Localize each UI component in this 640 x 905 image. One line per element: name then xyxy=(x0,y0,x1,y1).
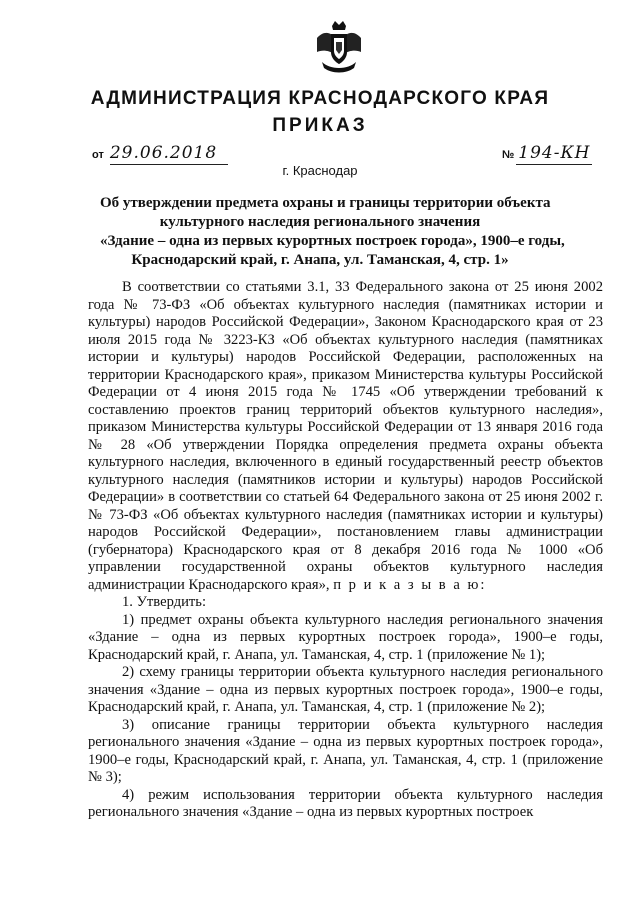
coat-of-arms-emblem xyxy=(314,20,364,76)
item-1-2: 2) схему границы территории объекта культурного наследия регионального значения «Здание – одна из первых курортных построек города», 1900–е годы, Краснодарский край, г. Анапа, ул. Таманская, 4, стр. 1 (приложение № 2); xyxy=(88,664,603,715)
preamble-paragraph xyxy=(88,279,603,594)
title-line: культурного наследия регионального значения xyxy=(159,214,481,230)
number-prefix: № xyxy=(502,149,515,161)
document-date xyxy=(92,143,217,163)
title-line: Об утверждении предмета охраны и границы территории объекта xyxy=(100,195,551,211)
organization-name: АДМИНИСТРАЦИЯ КРАСНОДАРСКОГО КРАЯ xyxy=(90,88,550,109)
preamble-text: В соответствии со статьями 3.1, 33 Федерального закона от 25 июня 2002 года № 73-ФЗ «Об объектах культурного наследия (памятниках истории и культуры) народов Российской Федерации», Законом Краснодарского края от 23 июля 2015 года № 3223-КЗ «Об объектах культурного наследия (памятниках истории и культуры) народов Российской Федерации, расположенных на территории Краснодарского края», приказом Министерства культуры Российской Федерации от 4 июня 2015 года № 1745 «Об утверждении требований к составлению проектов границ территорий объектов культурного наследия», приказом Министерства культуры Российской Федерации от 13 января 2016 года № 28 «Об утверждении Порядка определения предмета охраны объекта культурного наследия, включенного в единый государственный реестр объектов культурного наследия (памятников истории и культуры) народов Российской Федерации» в соответствии со статьей 64 Федерального закона от 25 июня 2002 г. № 73-ФЗ «Об объектах культурного наследия (памятниках истории и культуры) народов Российской Федерации», постановлением главы администрации (губернатора) Краснодарского края от 8 декабря 2016 года № 1000 «Об управлении государственной охраны объектов культурного наследия администрации Краснодарского края», xyxy=(88,279,603,593)
city-name: г. Краснодар xyxy=(282,163,358,178)
title-line: Краснодарский край, г. Анапа, ул. Таманская, 4, стр. 1» xyxy=(131,252,509,268)
item-1: 1. Утвердить: xyxy=(122,594,207,610)
document-body xyxy=(88,279,603,822)
document-title xyxy=(100,194,565,270)
document-type: ПРИКАЗ xyxy=(272,115,368,136)
date-prefix: от xyxy=(92,149,104,161)
handwritten-number: 194-КН xyxy=(518,143,591,163)
handwritten-date: 29.06.2018 xyxy=(109,143,218,163)
title-line: «Здание – одна из первых курортных построек города», 1900–е годы, xyxy=(100,233,565,249)
item-1-1: 1) предмет охраны объекта культурного наследия регионального значения «Здание – одна из первых курортных построек города», 1900–е годы, Краснодарский край, г. Анапа, ул. Таманская, 4, стр. 1 (приложение № 1); xyxy=(88,611,603,663)
item-1-4: 4) режим использования территории объекта культурного наследия регионального значения «Здание – одна из первых курортных построек xyxy=(88,786,603,820)
document-number xyxy=(502,143,590,163)
order-word: п р и к а з ы в а ю: xyxy=(333,576,487,593)
item-1-3: 3) описание границы территории объекта культурного наследия регионального значения «Здание – одна из первых курортных построек города», 1900–е годы, Краснодарский край, г. Анапа, ул. Таманская, 4, стр. 1 (приложение № 3); xyxy=(88,716,603,785)
